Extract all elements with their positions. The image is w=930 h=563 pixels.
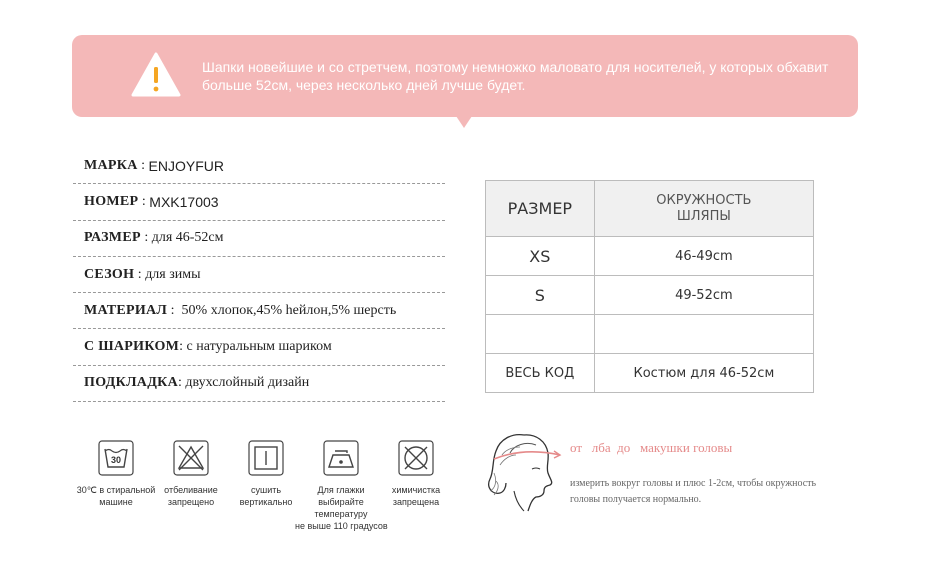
size-cell: S — [486, 276, 595, 315]
spec-value: MXK17003 — [149, 193, 219, 210]
care-label-line: отбеливание — [164, 485, 218, 495]
care-label-line: запрещена — [392, 497, 440, 507]
spec-sep: : — [179, 339, 187, 355]
spec-row-material — [73, 293, 445, 329]
size-cell: ВЕСЬ КОД — [486, 354, 595, 393]
spec-list — [73, 148, 445, 402]
table-row — [486, 237, 814, 276]
wash-temp-badge: 30 — [110, 455, 122, 465]
head-measure-illustration — [484, 425, 564, 513]
spec-value: для 46-52см — [151, 230, 224, 246]
table-header-row — [486, 181, 814, 237]
care-label-line: 30℃ в стиральной — [76, 485, 156, 495]
table-row — [486, 276, 814, 315]
header-circumference — [594, 181, 813, 237]
spec-row-pompom — [73, 329, 445, 365]
spec-sep: : — [178, 375, 186, 391]
care-label-line: выбирайте — [318, 497, 364, 507]
care-label-line: машине — [99, 497, 133, 507]
iron-icon — [323, 440, 359, 476]
spec-row-season — [73, 257, 445, 293]
spec-label: ПОДКЛАДКА — [84, 375, 179, 391]
care-label-line: температуру — [314, 509, 368, 519]
spec-sep: : — [138, 193, 150, 209]
care-item-dryclean — [370, 440, 462, 508]
spec-label: НОМЕР — [84, 193, 139, 209]
care-label-line: сушить — [250, 485, 282, 495]
header-size: РАЗМЕР — [486, 181, 595, 237]
banner-pointer — [456, 116, 472, 128]
no-bleach-icon — [173, 440, 209, 476]
size-cell — [486, 315, 595, 354]
measure-note: измерить вокруг головы и плюс 1-2см, чтобы окружность головы получается нормально. — [570, 478, 817, 505]
circumference-cell: 46-49cm — [594, 237, 813, 276]
circumference-cell: 49-52cm — [594, 276, 813, 315]
notice-text: Шапки новейшие и со стретчем, поэтому немножко маловато для носителей, у которых обхавит больше 52см, через несколько дней лучше будет. — [202, 59, 829, 93]
spec-label: С ШАРИКОМ — [84, 339, 180, 355]
spec-value: ENJOYFUR — [148, 157, 224, 174]
care-label-line: Для глажки — [317, 485, 365, 495]
table-row — [486, 354, 814, 393]
size-cell: XS — [486, 237, 595, 276]
spec-sep: : — [140, 230, 152, 246]
spec-row-lining — [73, 366, 445, 402]
spec-sep: : — [167, 302, 182, 318]
spec-label: СЕЗОН — [84, 266, 135, 282]
size-table — [485, 180, 814, 393]
wash-30-icon — [98, 440, 134, 476]
dry-vertical-icon — [248, 440, 284, 476]
table-row — [486, 315, 814, 354]
spec-row-number — [73, 184, 445, 220]
spec-row-size — [73, 221, 445, 257]
care-label — [370, 484, 462, 508]
measure-title: от лба до макушки головы — [570, 440, 733, 455]
spec-label: РАЗМЕР — [84, 230, 141, 246]
circumference-cell: Костюм для 46-52см — [594, 354, 813, 393]
care-label-line: вертикально — [239, 497, 293, 507]
warning-icon — [130, 51, 182, 99]
care-label-line: химичистка — [391, 485, 441, 495]
spec-value: двухслойный дизайн — [185, 375, 310, 391]
spec-label: МАРКА — [84, 157, 138, 173]
spec-sep: : — [134, 266, 146, 282]
spec-value: для зимы — [145, 266, 201, 282]
spec-sep: : — [137, 157, 149, 173]
no-dryclean-icon — [398, 440, 434, 476]
spec-value: 50% хлопок,45% hейлон,5% шерсть — [181, 302, 397, 318]
care-instructions — [70, 440, 460, 540]
care-label-line: не выше 110 градусов — [295, 521, 388, 531]
care-label-line: запрещено — [167, 497, 215, 507]
notice-banner — [72, 35, 858, 117]
spec-label: МАТЕРИАЛ — [84, 302, 168, 318]
spec-value: с натуральным шариком — [186, 339, 332, 355]
circumference-cell — [594, 315, 813, 354]
spec-row-brand — [73, 148, 445, 184]
header-circumference-line2: ШЛЯПЫ — [676, 208, 731, 224]
header-circumference-line1: ОКРУЖНОСТЬ — [656, 192, 752, 208]
